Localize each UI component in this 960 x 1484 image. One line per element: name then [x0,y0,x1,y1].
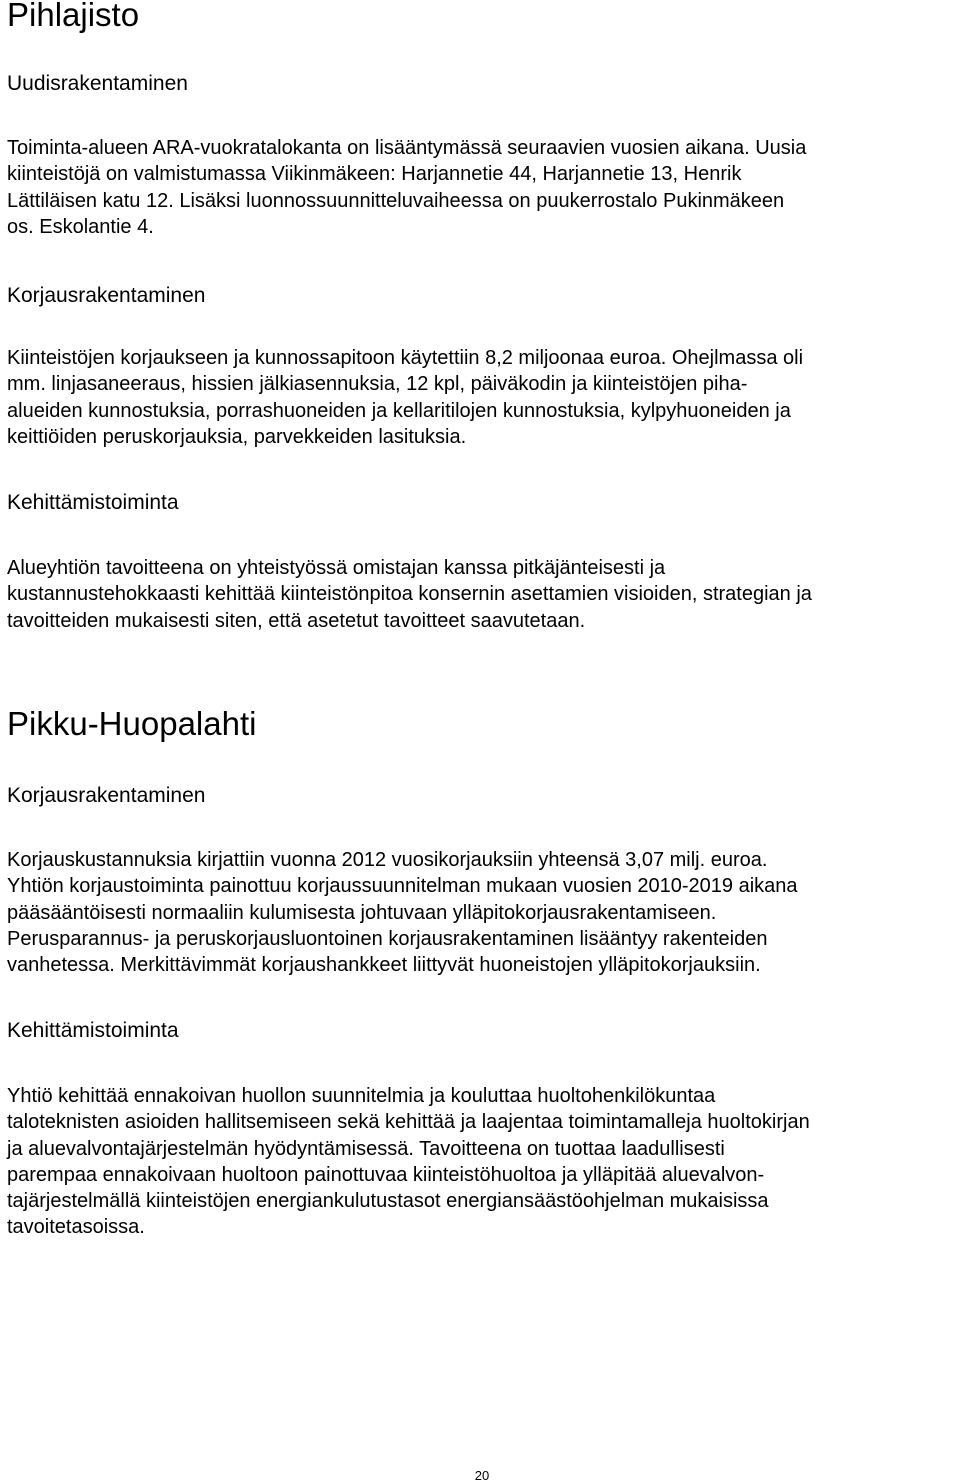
text-line: os. Eskolantie 4. [7,215,154,238]
text-line: Toiminta-alueen ARA-vuokratalokanta on lisääntymässä seuraavien vuosien aikana. Uusia [7,137,807,159]
paragraph-korjausrakentaminen-1 [7,345,803,450]
text-line: Korjauskustannuksia kirjattiin vuonna 2012 vuosikorjauksiin yhteensä 3,07 milj. euroa. [7,849,768,871]
text-line: vanhetessa. Merkittävimmät korjaushankkeet liittyvät huoneistojen ylläpitokorjauksiin. [7,954,761,977]
text-line: ja aluevalvontajärjestelmän hyödyntämisessä. Tavoitteena on tuottaa laadullisesti [7,1137,725,1160]
text-line: tajärjestelmällä kiinteistöjen energiankulutustasot energiansäästöohjelman mukaisissa [7,1190,769,1213]
paragraph-korjausrakentaminen-2 [7,847,798,978]
heading-kehittamistoiminta-2: Kehittämistoiminta [7,1019,179,1042]
heading-uudisrakentaminen: Uudisrakentaminen [7,72,188,95]
page-number: 20 [474,1468,490,1483]
text-line: Perusparannus- ja peruskorjausluontoinen korjausrakentaminen lisääntyy rakenteiden [7,927,768,950]
text-line: Yhtiö kehittää ennakoivan huollon suunnitelmia ja kouluttaa huoltohenkilökuntaa [7,1085,716,1107]
text-line: taloteknisten asioiden hallitsemiseen sekä kehittää ja laajentaa toimintamalleja huoltokirjan [7,1111,810,1134]
text-line: pääsääntöisesti normaaliin kulumisesta johtuvaan ylläpitokorjausrakentamiseen. [7,901,717,924]
text-line: kiinteistöjä on valmistumassa Viikinmäkeen: Harjannetie 44, Harjannetie 13, Henrik [7,163,742,186]
text-line: tavoitteiden mukaisesti siten, että asetetut tavoitteet saavutetaan. [7,609,586,632]
text-line: Lättiläisen katu 12. Lisäksi luonnossuunnitteluvaiheessa on puukerrostalo Pukinmäkeen [7,189,785,212]
text-line: parempaa ennakoivaan huoltoon painottuvaa kiinteistöhuoltoa ja ylläpitää aluevalvon- [7,1163,765,1186]
text-line: kustannustehokkaasti kehittää kiinteistönpitoa konsernin asettamien visioiden, strategian ja [7,583,812,606]
heading-kehittamistoiminta-1: Kehittämistoiminta [7,491,179,514]
text-line: Yhtiön korjaustoiminta painottuu korjaussuunnitelman mukaan vuosien 2010-2019 aikana [7,875,798,898]
text-line: keittiöiden peruskorjauksia, parvekkeiden lasituksia. [7,425,467,448]
text-line: tavoitetasoissa. [7,1216,145,1239]
paragraph-kehittamistoiminta-1 [7,555,812,634]
heading-korjausrakentaminen-1: Korjausrakentaminen [7,284,206,307]
text-line: Kiinteistöjen korjaukseen ja kunnossapitoon käytettiin 8,2 miljoonaa euroa. Ohejlmassa oli [7,347,804,369]
heading-korjausrakentaminen-2: Korjausrakentaminen [7,784,206,807]
paragraph-kehittamistoiminta-2 [7,1083,810,1241]
paragraph-uudisrakentaminen [7,135,806,240]
text-line: Alueyhtiön tavoitteena on yhteistyössä omistajan kanssa pitkäjänteisesti ja [7,557,666,579]
section-title-pihlajisto: Pihlajisto [7,0,140,33]
section-title-pikku-huopalahti: Pikku-Huopalahti [7,705,257,742]
text-line: alueiden kunnostuksia, porrashuoneiden ja kellaritilojen kunnostuksia, kylpyhuoneiden ja [7,399,791,422]
text-line: mm. linjasaneeraus, hissien jälkiasennuksia, 12 kpl, päiväkodin ja kiinteistöjen piha- [7,373,748,396]
